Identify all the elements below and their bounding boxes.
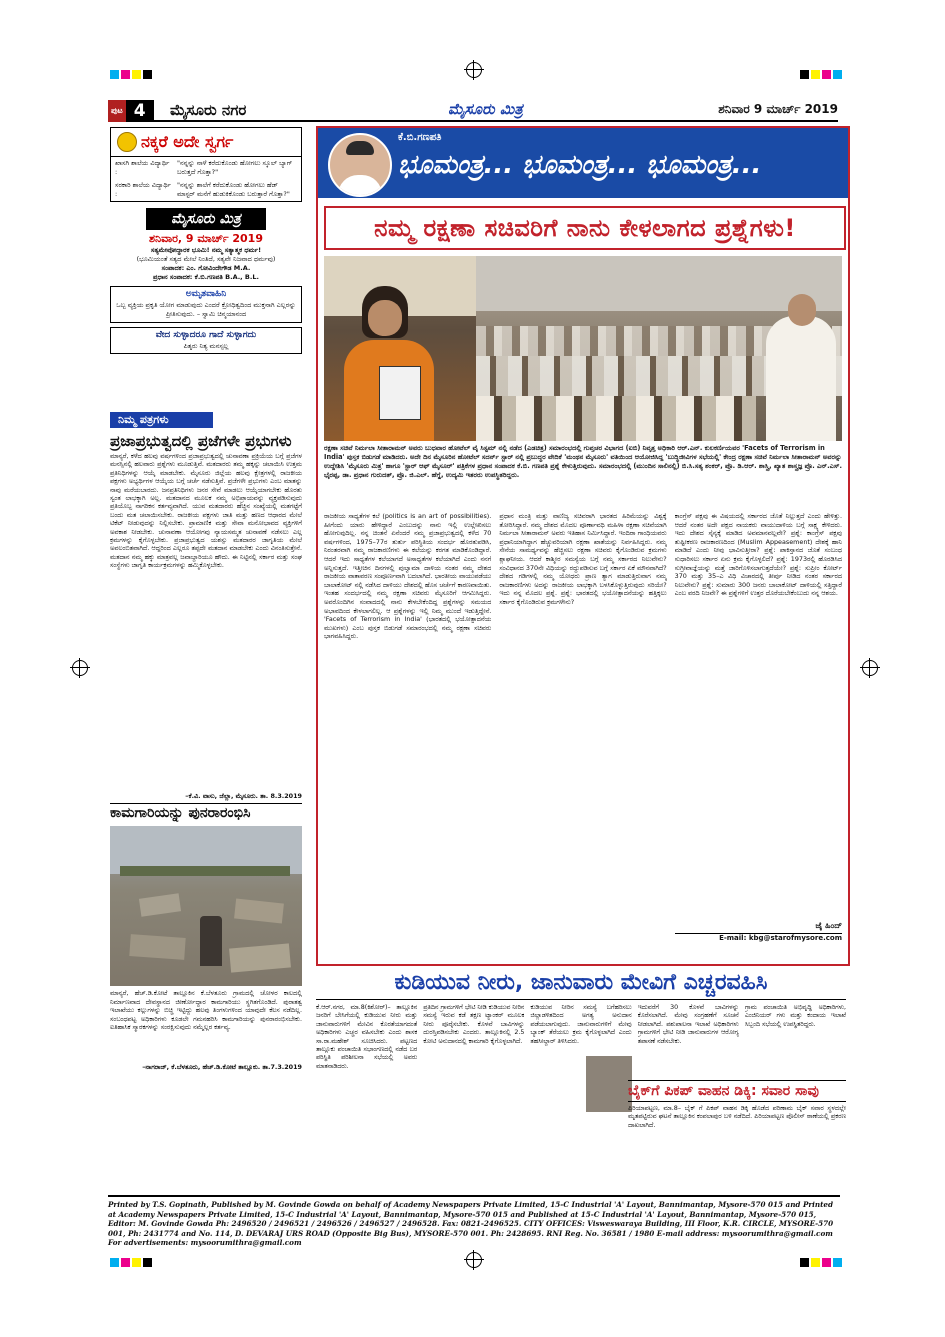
audience-photo <box>476 256 842 441</box>
story-2-col-1: ಕೆ.ಆರ್.ನಗರ, ಮಾ.8(ಕಿಶೋರ್)– ತಾಲ್ಲೂಕಿನ ಜನರಿಗೆ ಬೇಸಿಗೆಯಲ್ಲಿ ಕುಡಿಯುವ ನೀರು ಮತ್ತು ಜಾನುವಾರುಗಳಿಗೆ ಮೇವಿನ ಕೊರತೆಯಾಗದಂತೆ ಅಧಿಕಾರಿಗಳು ಎಚ್ಚರ ವಹಿಸಬೇಕು ಎಂದು ಶಾಸಕ ಸಾ.ರಾ.ಮಹೇಶ್ ಸೂಚಿಸಿದರು. ಪಟ್ಟಣದ ತಾಲ್ಲೂಕು ಪಂಚಾಯಿತಿ ಸಭಾಂಗಣದಲ್ಲಿ ನಡೆದ ಬರ ಪರಿಸ್ಥಿತಿ ಪರಿಶೀಲನಾ ಸಭೆಯಲ್ಲಿ ಅವರು ಮಾತನಾಡಿದರು. <box>316 1004 418 1070</box>
accident-story <box>628 1080 846 1164</box>
amruthavahini-box <box>110 286 302 323</box>
letters-section-band: ನಿಮ್ಮ ಪತ್ರಗಳು <box>110 412 213 428</box>
registration-mark-right <box>862 660 878 676</box>
letter-2-headline: ಕಾಮಗಾರಿಯನ್ನು ಪುನರಾರಂಭಿಸಿ <box>110 805 251 822</box>
page-number: 4 <box>133 101 146 121</box>
story-2-col-5: ಗ್ರಾಮ ಪಂಚಾಯಿತಿ ಅಭಿವೃದ್ಧಿ ಅಧಿಕಾರಿಗಳು, ಎಂಜಿನಿಯರ್ ಗಳು ಮತ್ತು ಕಂದಾಯ ಇಲಾಖೆ ಸಿಬ್ಬಂದಿ ಸಭೆಯಲ್ಲಿ ಉಪಸ್ಥಿತರಿದ್ದರು. <box>744 1004 847 1028</box>
minister-book-release-photo <box>324 256 476 441</box>
registration-mark-top <box>466 62 482 78</box>
registration-mark-left <box>72 660 88 676</box>
letter-1-signature: –ಕೆ.ವಿ. ವಾಸು, ಜೆಲ್ಲಾ, ಮೈಸೂರು. ತಾ. 8.3.2019 <box>185 792 302 800</box>
dialog-speaker: ಸರಕಾರಿ ಶಾಲೆಯ ವಿದ್ಯಾರ್ಥಿ : <box>115 181 171 198</box>
humor-title <box>111 128 301 157</box>
print-line-footer: Printed by T.S. Gopinath, Published by M. Govinde Gowda on behalf of Academy Newspapers Private Limited, 15-C Industrial 'A' Layout, Bannimantap, Mysore-570 015 and Printed at Academy Newspapers Private Limited, 15-C Industrial 'A' Layout, Bannimantap, Mysore-570 015 and Published at 15-C Industrial 'A' Layout, Bannimantap, Mysore-570 015, Editor: M. Govinde Gowda Ph: 2496520 / 2496521 / 2496526 / 2496527 / 2496528. Fax: 0821-2496525. CITY OFFICES: Visweswaraya Building, III Floor, K.R. CIRCLE, MYSORE-570 001, Ph: 2431774 and No. 114, D. DEVARAJ URS ROAD (Opposite Big Bus), MYSORE-570 001. Ph: 2428695. RNI Reg. No. 36581 / 1980 E-mail address: mysoorumithra@gmail.com For advertisements: mysoorumithra@gmail.com <box>108 1195 840 1248</box>
author-portrait <box>328 133 392 197</box>
letter-1-body: ಮಾನ್ಯರೆ, ಕಳೆದ ಹಲವು ವರ್ಷಗಳಿಂದ ಪ್ರಜಾಪ್ರಭುತ್ವದಲ್ಲಿ ಚುನಾವಣಾ ಪ್ರಕ್ರಿಯೆಯ ಬಗ್ಗೆ ಪ್ರಜೆಗಳ ಮನಸ್ಸಿನಲ್ಲಿ ಹಲವಾರು ಪ್ರಶ್ನೆಗಳು ಮೂಡುತ್ತಿವೆ. ಮತದಾರರು ತಮ್ಮ ಹಕ್ಕನ್ನು ಚಲಾಯಿಸಿ ಉತ್ತಮ ಪ್ರತಿನಿಧಿಗಳನ್ನು ಆಯ್ಕೆ ಮಾಡಬೇಕು. ಮೈಸೂರು ಜಿಲ್ಲೆಯ ಹಲವು ಕ್ಷೇತ್ರಗಳಲ್ಲಿ ರಾಜಕೀಯ ಪಕ್ಷಗಳು ಅಭ್ಯರ್ಥಿಗಳ ಆಯ್ಕೆಯ ಬಗ್ಗೆ ಚರ್ಚೆ ನಡೆಸುತ್ತಿವೆ. ಪ್ರಜೆಗಳೇ ಪ್ರಭುಗಳು ಎಂಬ ಮಾತನ್ನು ನಾವು ಮರೆಯಬಾರದು. ಜನಪ್ರತಿನಿಧಿಗಳು ಜನರ ಸೇವೆ ಮಾಡಲು ಆಯ್ಕೆಯಾಗಬೇಕು ಹೊರತು ಸ್ವಂತ ಲಾಭಕ್ಕಾಗಿ ಅಲ್ಲ. ಮತದಾನದ ಮೂಲಕ ನಮ್ಮ ಅಭಿಪ್ರಾಯವನ್ನು ವ್ಯಕ್ತಪಡಿಸುವುದು ಪ್ರತಿಯೊಬ್ಬ ನಾಗರಿಕನ ಕರ್ತವ್ಯವಾಗಿದೆ. ಯುವ ಮತದಾರರು ಹೆಚ್ಚಿನ ಸಂಖ್ಯೆಯಲ್ಲಿ ಮತಗಟ್ಟೆಗೆ ಬಂದು ಮತ ಚಲಾಯಿಸಬೇಕು. ರಾಜಕೀಯ ಪಕ್ಷಗಳು ಜಾತಿ ಮತ್ತು ಹಣದ ಆಧಾರದ ಮೇಲೆ ಟಿಕೆಟ್ ನೀಡುವುದನ್ನು ನಿಲ್ಲಿಸಬೇಕು. ಪ್ರಾಮಾಣಿಕ ಮತ್ತು ಸೇವಾ ಮನೋಭಾವದ ವ್ಯಕ್ತಿಗಳಿಗೆ ಅವಕಾಶ ನೀಡಬೇಕು. ಚುನಾವಣಾ ಆಯೋಗವು ನ್ಯಾಯಸಮ್ಮತ ಚುನಾವಣೆ ನಡೆಸಲು ಎಲ್ಲ ಕ್ರಮಗಳನ್ನು ಕೈಗೊಳ್ಳಬೇಕು. ಪ್ರಜಾಪ್ರಭುತ್ವದ ಯಶಸ್ಸು ಮತದಾರರ ಜಾಗೃತಿಯ ಮೇಲೆ ಅವಲಂಬಿತವಾಗಿದೆ. ಆದ್ದರಿಂದ ಎಲ್ಲರೂ ತಪ್ಪದೇ ಮತದಾನ ಮಾಡಬೇಕು ಎಂದು ವಿನಂತಿಸುತ್ತೇನೆ. ಮತದಾನ ನಮ್ಮ ಹಕ್ಕು ಮಾತ್ರವಲ್ಲ ಜವಾಬ್ದಾರಿಯೂ ಹೌದು. ಈ ನಿಟ್ಟಿನಲ್ಲಿ ಸರ್ಕಾರ ಮತ್ತು ಸಂಘ ಸಂಸ್ಥೆಗಳು ಜಾಗೃತಿ ಕಾರ್ಯಕ್ರಮಗಳನ್ನು ಹಮ್ಮಿಕೊಳ್ಳಬೇಕು. <box>110 452 302 570</box>
feature-headline: ನಮ್ಮ ರಕ್ಷಣಾ ಸಚಿವರಿಗೆ ನಾನು ಕೇಳಲಾಗದ ಪ್ರಶ್ನೆಗಳು! <box>324 206 846 250</box>
temple-ruins-photo <box>110 826 302 986</box>
issue-date: ಶನಿವಾರ 9 ಮಾರ್ಚ್ 2019 <box>718 102 838 116</box>
page-label: ಪುಟ <box>108 100 126 122</box>
feature-body-col-1: ರಾಜಕೀಯ ಸಾಧ್ಯತೆಗಳ ಕಲೆ (politics is an art of possibilities). ಹೀಗೆಂದು ಯಾರು ಹೇಳಿದ್ದಾರೆ ಎಂಬುದನ್ನು ನಾನು ಇಲ್ಲಿ ಉಲ್ಲೇಖಿಸಲು ಹೋಗುವುದಿಲ್ಲ. ನನ್ನ ಚಿಂತನೆ ಏನೆಂದರೆ ನಮ್ಮ ಪ್ರಜಾಪ್ರಭುತ್ವದಲ್ಲಿ ಕಳೆದ 70 ವರ್ಷಗಳಿಂದ, 1975–77ರ ತುರ್ತು ಪರಿಸ್ಥಿತಿಯ ಸಂದರ್ಭ ಹೊರತುಪಡಿಸಿ, ನಿರಂತರವಾಗಿ ನಮ್ಮ ರಾಜಕಾರಣಿಗಳು ಈ ಕಲೆಯನ್ನು ಕರಗತ ಮಾಡಿಕೊಂಡಿದ್ದಾರೆ. ಆದರೆ ಇದು ಸಾಧ್ಯತೆಗಳ ಕಲೆಯಾಗದೆ ಅಸಾಧ್ಯತೆಗಳ ಕಲೆಯಾಗಿದೆ ಎಂದು ನನಗೆ ಅನ್ನಿಸುತ್ತದೆ. ಇತ್ತೀಚಿನ ದಿನಗಳಲ್ಲಿ ಪುಲ್ವಾಮಾ ದಾಳಿಯ ನಂತರ ನಮ್ಮ ದೇಶದ ರಾಜಕೀಯ ವಾತಾವರಣ ಸಂಪೂರ್ಣವಾಗಿ ಬದಲಾಗಿದೆ. ಭಾರತೀಯ ವಾಯುಪಡೆಯು ಬಾಲಾಕೋಟ್ ನಲ್ಲಿ ನಡೆಸಿದ ದಾಳಿಯು ದೇಶದಲ್ಲಿ ಹೊಸ ಚರ್ಚೆಗೆ ಕಾರಣವಾಯಿತು. ಇಂತಹ ಸಂದರ್ಭದಲ್ಲಿ ನಮ್ಮ ರಕ್ಷಣಾ ಸಚಿವರು ಮೈಸೂರಿಗೆ ಆಗಮಿಸಿದ್ದರು. ಅವರೊಂದಿಗಿನ ಸಂವಾದದಲ್ಲಿ ನಾನು ಕೇಳಬೇಕೆಂದಿದ್ದ ಪ್ರಶ್ನೆಗಳನ್ನು ಸಮಯದ ಅಭಾವದಿಂದ ಕೇಳಲಾಗಲಿಲ್ಲ. ಆ ಪ್ರಶ್ನೆಗಳನ್ನು ಇಲ್ಲಿ ನಿಮ್ಮ ಮುಂದೆ ಇಡುತ್ತಿದ್ದೇನೆ. 'Facets of Terrorism in India' (ಭಾರತದಲ್ಲಿ ಭಯೋತ್ಪಾದನೆಯ ಮುಖಗಳು) ಎಂಬ ಪುಸ್ತಕ ಬಿಡುಗಡೆ ಸಮಾರಂಭದಲ್ಲಿ ನಮ್ಮ ರಕ್ಷಣಾ ಸಚಿವರು ಭಾಗವಹಿಸಿದ್ದರು. <box>324 512 492 641</box>
motto: ಸತ್ಯಮೇವೋದ್ಧಾರಕ ಭೂಮಿ! ನಮ್ಮ ಸತ್ಯಾತ್ಮಕ ಧರ್ಮ! <box>150 246 262 254</box>
feature-signoff: ಜೈ ಹಿಂದ್ <box>815 921 842 930</box>
feature-body-col-3-text: ಕಾಂಗ್ರೆಸ್ ಪಕ್ಷವು ಈ ವಿಷಯದಲ್ಲಿ ಸರ್ಕಾರದ ಜೊತೆ ನಿಲ್ಲುತ್ತದೆ ಎಂದು ಹೇಳಿತ್ತು. ಆದರೆ ನಂತರ ಅದೇ ಪಕ್ಷದ ನಾಯಕರು ವಾಯುದಾಳಿಯ ಬಗ್ಗೆ ಸಾಕ್ಷ್ಯ ಕೇಳಿದರು. ಇದು ದೇಶದ ಸೈನ್ಯಕ್ಕೆ ಮಾಡಿದ ಅವಮಾನವಲ್ಲವೇ? ಪ್ರಶ್ನೆ: ಕಾಂಗ್ರೆಸ್ ಪಕ್ಷವು ತುಷ್ಟೀಕರಣ ರಾಜಕಾರಣದಿಂದ (Muslim Appeasement) ದೇಶಕ್ಕೆ ಹಾನಿ ಮಾಡಿದೆ ಎಂದು ನೀವು ಭಾವಿಸುತ್ತೀರಾ? ಪ್ರಶ್ನೆ: ಪಾಕಿಸ್ತಾನದ ಜೊತೆ ಸಂಬಂಧ ಸುಧಾರಿಸಲು ಸರ್ಕಾರ ಏನು ಕ್ರಮ ಕೈಗೊಳ್ಳಲಿದೆ? ಪ್ರಶ್ನೆ: 1973ರಲ್ಲಿ ಹೊರಡಿಸಿದ ಸುಗ್ರೀವಾಜ್ಞೆಯನ್ನು ಮತ್ತೆ ಜಾರಿಗೊಳಿಸಲಾಗುತ್ತದೆಯೇ? ಪ್ರಶ್ನೆ: ಸುಪ್ರೀಂ ಕೋರ್ಟ್ 370 ಮತ್ತು 35–ಎ ವಿಧಿ ವಿಚಾರದಲ್ಲಿ ತೀರ್ಪು ನೀಡಿದ ನಂತರ ಸರ್ಕಾರದ ನಿಲುವೇನು? ಪ್ರಶ್ನೆ: ಸುಮಾರು 300 ಜನರು ಬಾಲಾಕೋಟ್ ದಾಳಿಯಲ್ಲಿ ಸತ್ತಿದ್ದಾರೆ ಎಂಬ ವರದಿ ನಿಜವೇ? ಈ ಪ್ರಶ್ನೆಗಳಿಗೆ ಉತ್ತರ ದೊರೆಯಬೇಕೆಂಬುದು ನನ್ನ ಆಶಯ. <box>674 512 842 598</box>
color-bar-top-left <box>110 70 152 79</box>
humor-title-text: ನಕ್ಕರೆ ಅದೇ ಸ್ವರ್ಗ <box>141 132 234 151</box>
humor-box <box>110 127 302 202</box>
story-3-body: ಪಿರಿಯಾಪಟ್ಟಣ, ಮಾ.8– ಬೈಕ್ ಗೆ ಪಿಕಪ್ ವಾಹನ ಡಿಕ್ಕಿ ಹೊಡೆದ ಪರಿಣಾಮ ಬೈಕ್ ಸವಾರ ಸ್ಥಳದಲ್ಲೇ ಮೃತಪಟ್ಟಿರುವ ಘಟನೆ ತಾಲ್ಲೂಕಿನ ಕಂಪಲಾಪುರ ಬಳಿ ನಡೆದಿದೆ. ಪಿರಿಯಾಪಟ್ಟಣ ಪೊಲೀಸ್ ಠಾಣೆಯಲ್ಲಿ ಪ್ರಕರಣ ದಾಖಲಾಗಿದೆ. <box>628 1104 846 1129</box>
amruthavahini-quote: ಒಬ್ಬ ವ್ಯಕ್ತಿಯ ಪ್ರಕೃತಿ ಯೋಗ ಮಾಡುವುದು ಎಂದರೆ ಕ್ರೋಧಿತ್ವದಿಂದ ಮುಕ್ತನಾಗಿ ಎಲ್ಲರನ್ನು ಪ್ರೀತಿಸುವುದು. – ಸ್ವಾಮಿ ಚಿನ್ಮಯಾನಂದ <box>116 301 296 318</box>
feature-body-col-3 <box>675 512 842 960</box>
chief-editor-credit: ಪ್ರಧಾನ ಸಂಪಾದಕ: ಕೆ.ಬಿ.ಗಣಪತಿ B.A., B.L. <box>153 273 259 281</box>
feature-article <box>316 126 850 966</box>
proverb-sub: ಪಿತೃರು ನಿತ್ಯ ಮನಸ್ಸಲ್ಲ <box>183 342 229 350</box>
story-2-headline: ಕುಡಿಯುವ ನೀರು, ಜಾನುವಾರು ಮೇವಿಗೆ ಎಚ್ಚರವಹಿಸಿ <box>316 970 846 1000</box>
color-bar-top-right <box>800 70 842 79</box>
humor-dialog-2 <box>111 179 301 201</box>
proverb-box <box>110 327 302 354</box>
author-name: ಕೆ.ಬಿ.ಗಣಪತಿ <box>398 132 442 143</box>
letter-1-headline: ಪ್ರಜಾಪ್ರಭುತ್ವದಲ್ಲಿ ಪ್ರಜೆಗಳೇ ಪ್ರಭುಗಳು <box>110 432 292 450</box>
proverb: ವೇದ ಸುಳ್ಳಾದರೂ ಗಾದೆ ಸುಳ್ಳಾಗದು <box>155 330 257 340</box>
story-3-headline: ಬೈಕ್‌ಗೆ ಪಿಕಪ್ ವಾಹನ ಡಿಕ್ಕಿ: ಸವಾರ ಸಾವು <box>628 1080 846 1102</box>
masthead: ಮೈಸೂರು ಮಿತ್ರ <box>448 100 523 118</box>
motto-translation: (ಭೂಮಿಯಂತೆ ಸತ್ಯದ ಮೇಲೆ ನಿಂತಿದೆ, ಸತ್ಯವೇ ನಿಜವಾದ ಧರ್ಮವು) <box>136 255 276 263</box>
story-2-col-3-text: ಕುಡಿಯುವ ನೀರಿನ ಸಮಸ್ಯೆ ಬಗೆಹರಿಸಲು ಜಿಲ್ಲಾಡಳಿತದಿಂದ ಅಗತ್ಯ ಅನುದಾನ ಪಡೆಯಲಾಗುವುದು. ಜಾನುವಾರುಗಳಿಗೆ ಮೇವು ಬ್ಯಾಂಕ್ ತೆರೆಯಲು ಕ್ರಮ ಕೈಗೊಳ್ಳಲಾಗಿದೆ ಎಂದು ತಹಸೀಲ್ದಾರ್ ತಿಳಿಸಿದರು. <box>530 1004 632 1045</box>
feature-body-columns <box>324 512 842 960</box>
masthead-logo: ಮೈಸೂರು ಮಿತ್ರ <box>146 208 266 230</box>
photo-caption: ರಕ್ಷಣಾ ಸಚಿವೆ ನಿರ್ಮಲಾ ಸೀತಾರಾಮನ್ ಅವರು ಬುಧವಾರ ಹೋಟೆಲ್ ವೈ ಸಿಸ್ಟಮ್ ನಲ್ಲಿ ನಡೆದ (ಎಡಚಿತ್ರ) ಸಮಾರಂಭದಲ್ಲಿ ಗುಪ್ತಚರ ವಿಭಾಗದ (ಐಬಿ) ನಿವೃತ್ತ ಅಧಿಕಾರಿ ಆರ್.ಎನ್. ಕುಲಕರ್ಣಿಯವರ 'Facets of Terrorism in India' ಪುಸ್ತಕ ಬಿಡುಗಡೆ ಮಾಡಿದರು. ಅದೇ ದಿನ ಮೈಸೂರಿನ ಹೋಟೆಲ್ ಸದರ್ನ್ ಸ್ಟಾರ್ ನಲ್ಲಿ ಪ್ರಬುದ್ಧರ ವೇದಿಕೆ 'ಮಂಥನ ಮೈಸೂರು' ವತಿಯಿಂದ ಆಯೋಜಿಸಿದ್ದ 'ಬುದ್ಧಿಜೀವಿಗಳ ಸಭೆಯಲ್ಲಿ' ಕೇಂದ್ರ ರಕ್ಷಣಾ ಸಚಿವೆ ನಿರ್ಮಲಾ ಸೀತಾರಾಮನ್ ಅವರನ್ನು ಉದ್ದೇಶಿಸಿ 'ಮೈಸೂರು ಮಿತ್ರ' ಹಾಗೂ 'ಸ್ಟಾರ್ ಆಫ್ ಮೈಸೂರ್' ಪತ್ರಿಕೆಗಳ ಪ್ರಧಾನ ಸಂಪಾದಕ ಕೆ.ಬಿ. ಗಣಪತಿ ಪ್ರಶ್ನೆ ಕೇಳುತ್ತಿರುವುದು. ಸಮಾರಂಭದಲ್ಲಿ (ಮುಂದಿನ ಸಾಲಿನಲ್ಲಿ) ಬಿ.ಸಿ.ಸತ್ಯ ಶಂಕರ್, ಪ್ರೊ. ಡಿ.ಆರ್. ಶಾಸ್ತ್ರಿ, ಖ್ಯಾತ ಶಾಸ್ತ್ರಜ್ಞ ಪ್ರೊ. ಎನ್.ಎಸ್. ಭೈರಪ್ಪ, ಡಾ. ಪ್ರಧಾನ ಗುರುದತ್, ಪ್ರೊ. ಜಿ.ಎಲ್. ಹೆಗ್ಡೆ, ಉದ್ಯಮಿ ಇತರರು ಉಪಸ್ಥಿತರಿದ್ದರು. <box>324 444 842 479</box>
feature-body-col-2: ಪ್ರಧಾನ ಮಂತ್ರಿ ಮತ್ತು ವಾಣಿಜ್ಯ ಸಚಿವರಾಗಿ ಭಾರತದ ಹಿರಿಮೆಯನ್ನು ವಿಶ್ವಕ್ಕೆ ತೋರಿಸಿದ್ದಾರೆ. ನಮ್ಮ ದೇಶದ ಮೊದಲ ಪೂರ್ಣಾವಧಿ ಮಹಿಳಾ ರಕ್ಷಣಾ ಸಚಿವೆಯಾಗಿ ನಿರ್ಮಲಾ ಸೀತಾರಾಮನ್ ಅವರು ಇತಿಹಾಸ ನಿರ್ಮಿಸಿದ್ದಾರೆ. ಇಂದಿರಾ ಗಾಂಧಿಯವರು ಪ್ರಧಾನಿಯಾಗಿದ್ದಾಗ ಹೆಚ್ಚುವರಿಯಾಗಿ ರಕ್ಷಣಾ ಖಾತೆಯನ್ನು ನಿರ್ವಹಿಸಿದ್ದರು. ನಮ್ಮ ಸೇನೆಯ ಸಾಮರ್ಥ್ಯವನ್ನು ಹೆಚ್ಚಿಸಲು ರಕ್ಷಣಾ ಸಚಿವರು ಕೈಗೊಂಡಿರುವ ಕ್ರಮಗಳು ಶ್ಲಾಘನೀಯ. ಆದರೆ ಕಾಶ್ಮೀರ ಸಮಸ್ಯೆಯ ಬಗ್ಗೆ ನಮ್ಮ ಸರ್ಕಾರದ ನಿಲುವೇನು? ಸಂವಿಧಾನದ 370ನೇ ವಿಧಿಯನ್ನು ರದ್ದುಪಡಿಸುವ ಬಗ್ಗೆ ಸರ್ಕಾರ ಏಕೆ ಮೌನವಾಗಿದೆ? ದೇಶದ ಗಡಿಗಳಲ್ಲಿ ನಮ್ಮ ಯೋಧರು ಪ್ರಾಣ ತ್ಯಾಗ ಮಾಡುತ್ತಿರುವಾಗ ನಮ್ಮ ರಾಜಕಾರಣಿಗಳು ಅದನ್ನು ರಾಜಕೀಯ ಲಾಭಕ್ಕಾಗಿ ಬಳಸಿಕೊಳ್ಳುತ್ತಿರುವುದು ಸರಿಯೇ? ಇದು ನನ್ನ ಮೊದಲ ಪ್ರಶ್ನೆ. ಪ್ರಶ್ನೆ: ಭಾರತದಲ್ಲಿ ಭಯೋತ್ಪಾದನೆಯನ್ನು ಹತ್ತಿಕ್ಕಲು ಸರ್ಕಾರ ಕೈಗೊಂಡಿರುವ ಕ್ರಮಗಳೇನು? <box>499 512 667 606</box>
amruthavahini-title: ಅಮೃತವಾಹಿನಿ <box>185 289 227 299</box>
dialog-line: "ನನ್ನನ್ನು ನಾಳೆ ಕರೆದುಕೊಂಡು ಹೋಗಲು ಸ್ಕೂಲ್ ಬ್ಯಾಗ್ ಬರುತ್ತದೆ ಗೊತ್ತಾ?" <box>177 159 293 176</box>
laughing-face-icon <box>117 132 137 152</box>
page-header <box>108 100 838 122</box>
dialog-speaker: ಖಾಸಗಿ ಶಾಲೆಯ ವಿದ್ಯಾರ್ಥಿ : <box>115 159 170 176</box>
section-name: ಮೈಸೂರು ನಗರ <box>170 101 247 119</box>
column-banner <box>318 128 848 198</box>
story-2-col-4-text: ಇದುವರೆಗೆ 30 ಕೊಳವೆ ಬಾವಿಗಳನ್ನು ಕೊರೆಸಲಾಗಿದೆ. ಮೇವು ಸಂಗ್ರಹಣೆಗೆ ಸೂಚನೆ ನೀಡಲಾಗಿದೆ. ಪಶುಪಾಲನಾ ಇಲಾಖೆ ಅಧಿಕಾರಿಗಳು ಗ್ರಾಮಗಳಿಗೆ ಭೇಟಿ ನೀಡಿ ಜಾನುವಾರುಗಳ ಆರೋಗ್ಯ ತಪಾಸಣೆ ನಡೆಸಬೇಕು. <box>637 1004 739 1045</box>
author-email: E-mail: kbg@starofmysore.com <box>675 933 842 943</box>
color-bar-bottom-left <box>110 1258 152 1267</box>
column-title: ಭೂಮಂತ್ರ... ಭೂಮಂತ್ರ... ಭೂಮಂತ್ರ... <box>398 150 762 180</box>
left-column <box>110 127 302 354</box>
editor-credit: ಸಂಪಾದಕ: ಎಂ. ಗೋವಿಂದೇಗೌಡ M.A. <box>161 264 251 272</box>
dialog-line: "ನನ್ನನ್ನು ಶಾಲೆಗೆ ಕರೆದುಕೊಂಡು ಹೋಗಲು ಹೆಡ್ ಮಾಸ್ಟರ್ ಮನೆಗೆ ಹುಡುಕಿಕೊಂಡು ಬರುತ್ತಾರೆ ಗೊತ್ತಾ?" <box>177 181 290 198</box>
left-date: ಶನಿವಾರ, 9 ಮಾರ್ಚ್ 2019 <box>149 232 263 245</box>
registration-mark-bottom <box>466 1252 482 1268</box>
letters-column <box>110 432 302 1072</box>
page-number-badge <box>108 100 154 122</box>
letter-2-signature: –ನಾಗರಾಜ್, ಕೆ.ಬೆಳತೂರು, ಹೆಚ್.ಡಿ.ಕೋಟೆ ತಾಲ್ಲೂಕು. ತಾ.7.3.2019 <box>142 1063 302 1072</box>
color-bar-bottom-right <box>800 1258 842 1267</box>
story-2-col-2: ಪ್ರತಿದಿನ ಗ್ರಾಮಗಳಿಗೆ ಭೇಟಿ ನೀಡಿ ಕುಡಿಯುವ ನೀರಿನ ಸಮಸ್ಯೆ ಇರುವ ಕಡೆ ತಕ್ಷಣ ಟ್ಯಾಂಕರ್ ಮೂಲಕ ನೀರು ಪೂರೈಸಬೇಕು. ಕೊಳವೆ ಬಾವಿಗಳನ್ನು ದುರಸ್ತಿಪಡಿಸಬೇಕು ಎಂದರು. ತಾಲ್ಲೂಕಿನಲ್ಲಿ 2.5 ಕೋಟಿ ಅನುದಾನದಲ್ಲಿ ಕಾಮಗಾರಿ ಕೈಗೊಳ್ಳಲಾಗಿದೆ. <box>423 1004 525 1045</box>
mla-photo <box>586 1056 632 1112</box>
story-2-col-3 <box>530 1004 631 1122</box>
humor-dialog-1 <box>111 157 301 179</box>
letter-2-body: ಮಾನ್ಯರೆ, ಹೆಚ್.ಡಿ.ಕೋಟೆ ತಾಲ್ಲೂಕಿನ ಕೆ.ಬೆಳತೂರು ಗ್ರಾಮದಲ್ಲಿ ಚೋಳರ ಕಾಲದಲ್ಲಿ ನಿರ್ಮಾಣವಾದ ದೇವಸ್ಥಾನದ ಜೀರ್ಣೋದ್ಧಾರ ಕಾಮಗಾರಿಯು ಸ್ಥಗಿತಗೊಂಡಿದೆ. ಪುರಾತತ್ವ ಇಲಾಖೆಯು ಕಲ್ಲುಗಳನ್ನು ಬಿಚ್ಚಿ ಇಟ್ಟಿದ್ದು ಹಲವು ತಿಂಗಳುಗಳಿಂದ ಯಾವುದೇ ಕೆಲಸ ನಡೆದಿಲ್ಲ. ಸಂಬಂಧಪಟ್ಟ ಅಧಿಕಾರಿಗಳು ಕೂಡಲೇ ಗಮನಹರಿಸಿ ಕಾಮಗಾರಿಯನ್ನು ಪುನರಾರಂಭಿಸಬೇಕು. ಐತಿಹಾಸಿಕ ಸ್ಮಾರಕಗಳನ್ನು ಸಂರಕ್ಷಿಸುವುದು ನಮ್ಮೆಲ್ಲರ ಕರ್ತವ್ಯ. <box>110 989 302 1032</box>
